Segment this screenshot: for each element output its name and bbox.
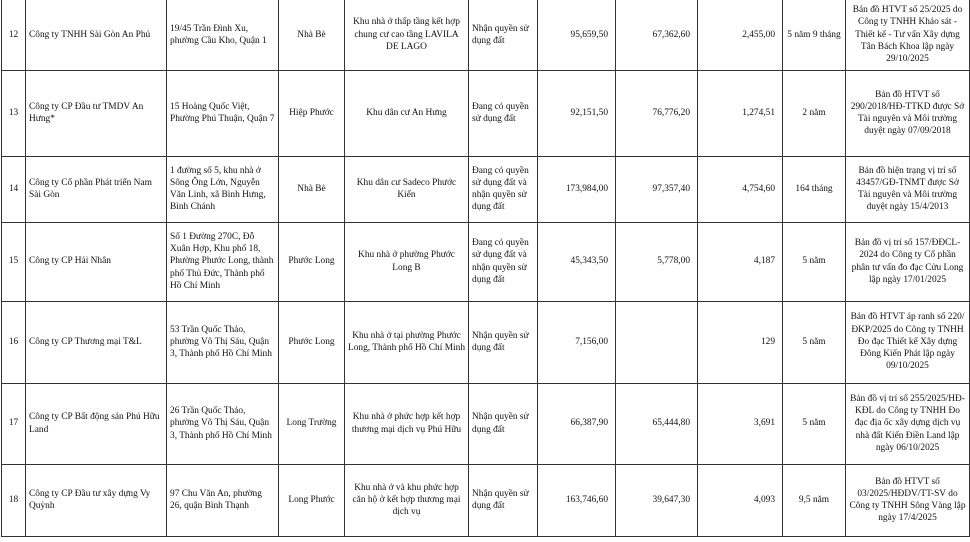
table-body <box>2 0 970 536</box>
project-ward: Phước Long <box>279 301 345 383</box>
company-address: 1 đường số 5, khu nhà ở Sông Ông Lớn, Nguyễn Văn Linh, xã Bình Hưng, Bình Chánh <box>167 156 279 222</box>
total-area: 66,387,90 <box>538 383 616 464</box>
map-document: Bản đồ HTVT áp ranh số 220/ĐKP/2025 do Công ty TNHH Đo đạc Thiết kế Xây dựng Đông Kiến Phát lập ngày 09/10/2025 <box>846 301 970 383</box>
company-name: Công ty TNHH Sài Gòn An Phú <box>26 0 167 70</box>
map-document: Bản đồ vị trí số 157/ĐĐCL-2024 do Công ty Cổ phần phân tư vấn đo đạc Cửu Long lập ngày 17/01/2025 <box>846 222 970 301</box>
project-ward: Nhà Bè <box>279 156 345 222</box>
project-name: Khu dân cư Sadeco Phước Kiển <box>345 156 469 222</box>
land-legal-status: Đang có quyền sử dụng đất <box>469 70 538 156</box>
row-number: 13 <box>2 70 26 156</box>
land-area: 97,357,40 <box>616 156 698 222</box>
map-document: Bản đồ HTVT số 25/2025 do Công ty TNHH Khảo sát - Thiết kế - Tư vấn Xây dựng Tân Bách Khoa lập ngày 29/10/2025 <box>846 0 970 70</box>
table-row <box>2 0 970 70</box>
land-legal-status: Nhận quyền sử dụng đất <box>469 0 538 70</box>
company-address: Số 1 Đường 270C, Đỗ Xuân Hợp, Khu phố 18, Phường Phước Long, thành phố Thủ Đức, Thành phố Hồ Chí Minh <box>167 222 279 301</box>
other-area: 3,691 <box>698 383 783 464</box>
total-area: 92,151,50 <box>538 70 616 156</box>
table-row <box>2 464 970 536</box>
row-number: 16 <box>2 301 26 383</box>
implementation-duration: 5 năm <box>783 222 846 301</box>
row-number: 15 <box>2 222 26 301</box>
company-address: 15 Hoàng Quốc Việt, Phường Phú Thuận, Quận 7 <box>167 70 279 156</box>
table-row <box>2 383 970 464</box>
project-name: Khu nhà ở phức hợp kết hợp thương mại dịch vụ Phú Hữu <box>345 383 469 464</box>
implementation-duration: 5 năm <box>783 383 846 464</box>
company-name: Công ty CP Đầu tư TMDV An Hưng* <box>26 70 167 156</box>
project-table <box>1 0 970 537</box>
total-area: 163,746,60 <box>538 464 616 536</box>
project-ward: Hiệp Phước <box>279 70 345 156</box>
land-legal-status: Đang có quyền sử dụng đất và nhận quyền sử dụng đất <box>469 222 538 301</box>
row-number: 14 <box>2 156 26 222</box>
total-area: 95,659,50 <box>538 0 616 70</box>
table-row <box>2 156 970 222</box>
table-row <box>2 70 970 156</box>
land-area <box>616 301 698 383</box>
total-area: 7,156,00 <box>538 301 616 383</box>
land-legal-status: Nhận quyền sử dụng đất <box>469 383 538 464</box>
other-area: 129 <box>698 301 783 383</box>
implementation-duration: 2 năm <box>783 70 846 156</box>
company-name: Công ty CP Thương mại T&L <box>26 301 167 383</box>
company-name: Công ty CP Hải Nhân <box>26 222 167 301</box>
map-document: Bản đồ HTVT số 03/2025/HĐDV/TT-SV do Công ty TNHH Sông Vàng lập ngày 17/4/2025 <box>846 464 970 536</box>
project-name: Khu nhà ở thấp tầng kết hợp chung cư cao tầng LAVILA DE LAGO <box>345 0 469 70</box>
implementation-duration: 9,5 năm <box>783 464 846 536</box>
table-row <box>2 222 970 301</box>
implementation-duration: 5 năm 9 tháng <box>783 0 846 70</box>
total-area: 45,343,50 <box>538 222 616 301</box>
company-address: 19/45 Trần Đình Xu, phường Cầu Kho, Quận 1 <box>167 0 279 70</box>
project-ward: Nhà Bè <box>279 0 345 70</box>
project-name: Khu nhà ở tại phường Phước Long, Thành phố Hồ Chí Minh <box>345 301 469 383</box>
land-legal-status: Nhận quyền sử dụng đất <box>469 464 538 536</box>
row-number: 17 <box>2 383 26 464</box>
company-name: Công ty Cổ phần Phát triển Nam Sài Gòn <box>26 156 167 222</box>
table-row <box>2 301 970 383</box>
land-area: 39,647,30 <box>616 464 698 536</box>
company-address: 26 Trần Quốc Thảo, phường Võ Thị Sáu, Quận 3, Thành phố Hồ Chí Minh <box>167 383 279 464</box>
map-document: Bản đồ HTVT số 290/2018/HĐ-TTKD được Sở Tài nguyên và Môi trường duyệt ngày 07/09/2018 <box>846 70 970 156</box>
project-name: Khu dân cư An Hưng <box>345 70 469 156</box>
company-address: 53 Trần Quốc Thảo, phường Võ Thị Sáu, Quận 3, Thành phố Hồ Chí Minh <box>167 301 279 383</box>
other-area: 2,455,00 <box>698 0 783 70</box>
company-name: Công ty CP Đầu tư xây dựng Vy Quỳnh <box>26 464 167 536</box>
other-area: 1,274,51 <box>698 70 783 156</box>
project-ward: Long Trường <box>279 383 345 464</box>
other-area: 4,754,60 <box>698 156 783 222</box>
map-document: Bản đồ hiện trạng vị trí số 43457/GĐ-TNMT được Sở Tài nguyên và Môi trường duyệt ngày 15/4/2013 <box>846 156 970 222</box>
other-area: 4,093 <box>698 464 783 536</box>
land-area: 5,778,00 <box>616 222 698 301</box>
land-legal-status: Nhận quyền sử dụng đất <box>469 301 538 383</box>
implementation-duration: 164 tháng <box>783 156 846 222</box>
total-area: 173,984,00 <box>538 156 616 222</box>
land-area: 76,776,20 <box>616 70 698 156</box>
land-area: 65,444,80 <box>616 383 698 464</box>
map-document: Bản đồ vị trí số 255/2025/HĐ-KĐL do Công ty TNHH Đo đạc địa ốc xây dựng dịch vụ nhà đất Kiến Điền Land lập ngày 06/10/2025 <box>846 383 970 464</box>
project-name: Khu nhà ở phường Phước Long B <box>345 222 469 301</box>
row-number: 18 <box>2 464 26 536</box>
row-number: 12 <box>2 0 26 70</box>
company-name: Công ty CP Bất động sản Phú Hữu Land <box>26 383 167 464</box>
land-area: 67,362,60 <box>616 0 698 70</box>
project-ward: Long Phước <box>279 464 345 536</box>
other-area: 4,187 <box>698 222 783 301</box>
land-legal-status: Đang có quyền sử dụng đất và nhận quyền sử dụng đất <box>469 156 538 222</box>
company-address: 97 Chu Văn An, phường 26, quận Bình Thạnh <box>167 464 279 536</box>
project-name: Khu nhà ở và khu phức hợp căn hộ ở kết hợp thương mại dịch vụ <box>345 464 469 536</box>
project-ward: Phước Long <box>279 222 345 301</box>
implementation-duration: 5 năm <box>783 301 846 383</box>
